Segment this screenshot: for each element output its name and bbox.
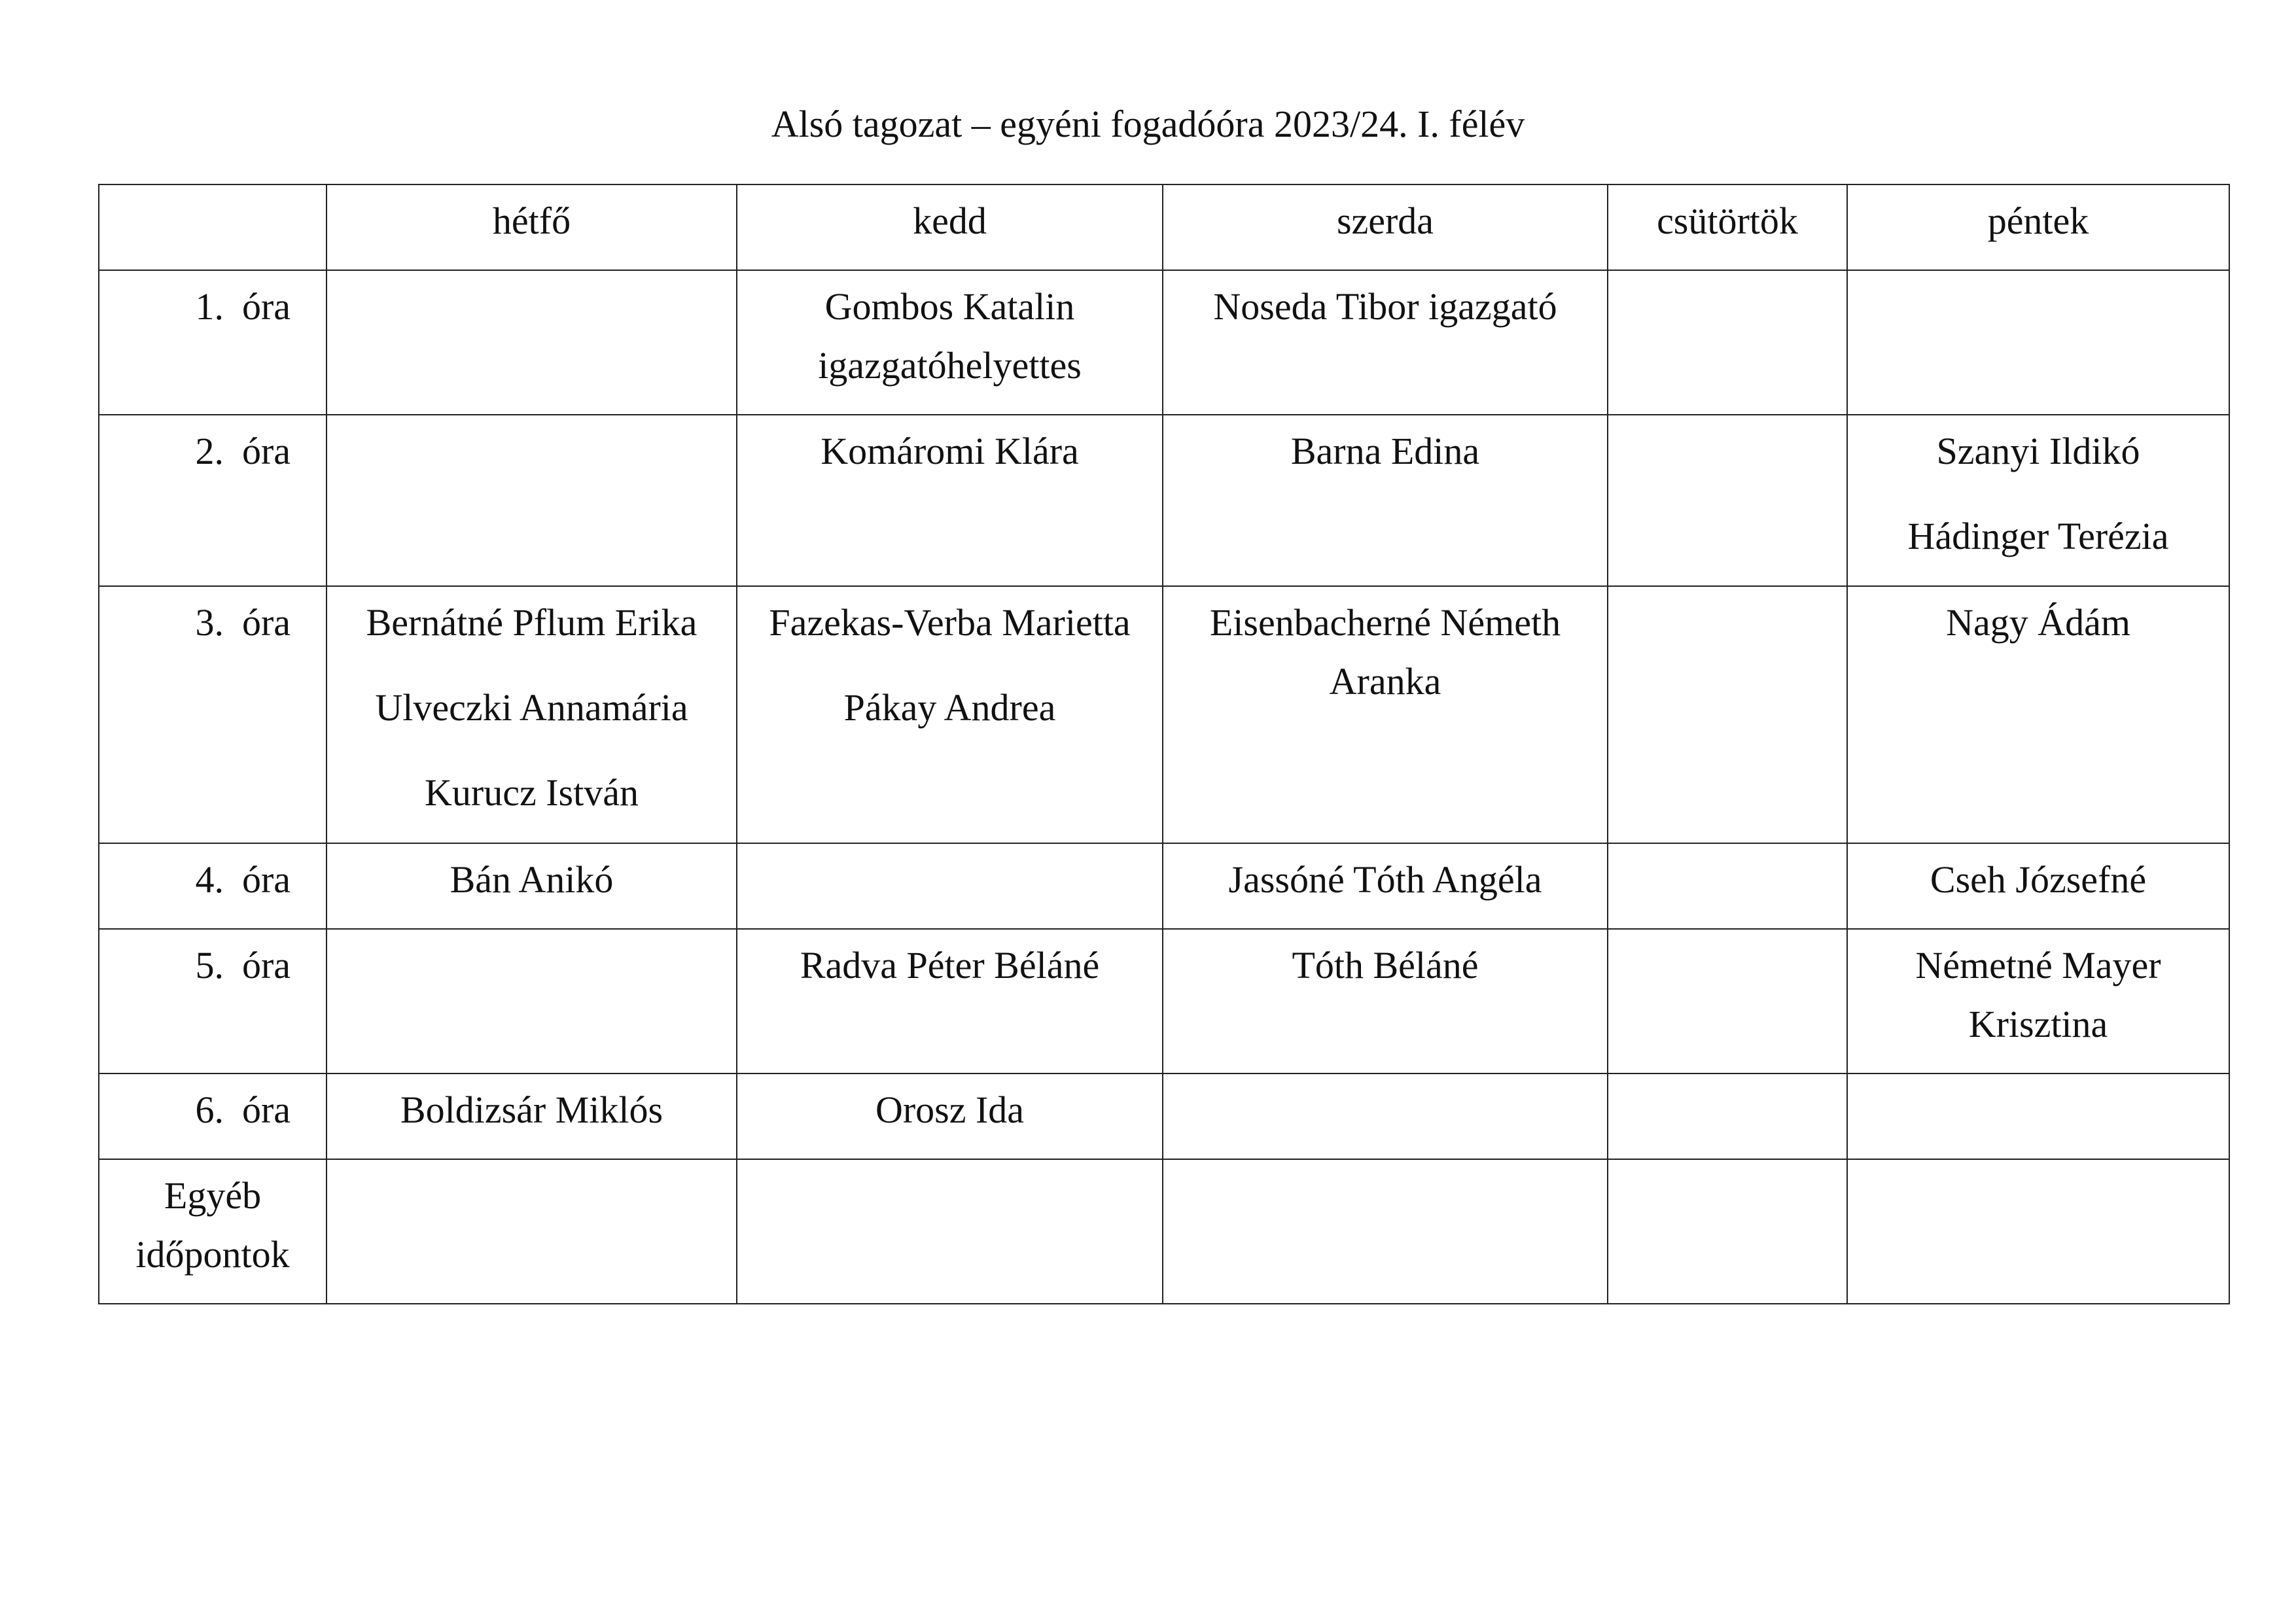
cell-r4-csutortok [1608, 843, 1847, 929]
row-number: 6. [195, 1089, 224, 1131]
day-header-csutortok: csütörtök [1608, 184, 1847, 270]
schedule-table [98, 184, 2230, 1304]
teacher-entry: Németné Mayer Krisztina [1915, 944, 2161, 1045]
cell-other-hetfo [327, 1159, 737, 1304]
teacher-entry: Hádinger Terézia [1907, 515, 2169, 557]
row-unit: óra [241, 1089, 291, 1131]
teacher-entry: Gombos Katalin igazgatóhelyettes [818, 285, 1082, 387]
cell-r5-kedd [737, 929, 1163, 1073]
cell-r3-hetfo [327, 586, 737, 843]
cell-r1-csutortok [1608, 270, 1847, 415]
teacher-entry: Kurucz István [425, 771, 639, 814]
teacher-entry: Bernátné Pflum Erika [366, 601, 698, 644]
teacher-entry: Tóth Béláné [1292, 944, 1479, 986]
cell-r6-csutortok [1608, 1073, 1847, 1159]
day-header-hetfo: hétfő [327, 184, 737, 270]
page-title: Alsó tagozat – egyéni fogadóóra 2023/24. I. félév [771, 103, 1525, 145]
row-number: 3. [195, 601, 224, 644]
header-row [99, 184, 2229, 270]
cell-r6-hetfo [327, 1073, 737, 1159]
teacher-entry: Jassóné Tóth Angéla [1228, 858, 1542, 901]
cell-r2-pentek [1847, 415, 2229, 586]
teacher-entry: Komáromi Klára [821, 430, 1079, 472]
row-unit: óra [241, 285, 291, 328]
cell-r1-pentek [1847, 270, 2229, 415]
table-row [99, 1073, 2229, 1159]
row-unit: óra [241, 601, 291, 644]
row-unit: óra [241, 430, 291, 472]
teacher-entry: Eisenbacherné Németh Aranka [1209, 601, 1561, 703]
table-row [99, 415, 2229, 586]
table-row [99, 929, 2229, 1073]
cell-r4-pentek [1847, 843, 2229, 929]
teacher-entry: Orosz Ida [875, 1089, 1025, 1131]
cell-r6-pentek [1847, 1073, 2229, 1159]
teacher-entry: Szanyi Ildikó [1936, 430, 2140, 472]
row-label-6 [99, 1073, 327, 1159]
day-header-szerda: szerda [1163, 184, 1608, 270]
teacher-entry: Radva Péter Béláné [800, 944, 1100, 986]
row-number: 2. [195, 430, 224, 472]
teacher-entry: Ulveczki Annamária [375, 686, 688, 729]
cell-r2-kedd [737, 415, 1163, 586]
day-header-kedd: kedd [737, 184, 1163, 270]
cell-r1-hetfo [327, 270, 737, 415]
cell-r6-kedd [737, 1073, 1163, 1159]
row-label-2 [99, 415, 327, 586]
table-row [99, 586, 2229, 843]
corner-cell [99, 184, 327, 270]
cell-other-csutortok [1608, 1159, 1847, 1304]
cell-r4-kedd [737, 843, 1163, 929]
cell-other-pentek [1847, 1159, 2229, 1304]
cell-r5-szerda [1163, 929, 1608, 1073]
row-number: 5. [195, 944, 224, 986]
cell-r5-pentek [1847, 929, 2229, 1073]
teacher-entry: Boldizsár Miklós [400, 1089, 663, 1131]
cell-r3-pentek [1847, 586, 2229, 843]
cell-r5-hetfo [327, 929, 737, 1073]
cell-other-szerda [1163, 1159, 1608, 1304]
row-number: 1. [195, 285, 224, 328]
teacher-entry: Noseda Tibor igazgató [1213, 285, 1557, 328]
cell-r6-szerda [1163, 1073, 1608, 1159]
row-label-1 [99, 270, 327, 415]
cell-r4-hetfo [327, 843, 737, 929]
teacher-entry: Nagy Ádám [1946, 601, 2130, 644]
table-row [99, 843, 2229, 929]
cell-r3-kedd [737, 586, 1163, 843]
row-number: 4. [195, 858, 224, 901]
cell-r2-hetfo [327, 415, 737, 586]
row-label-line: Egyéb [164, 1174, 262, 1217]
teacher-entry: Pákay Andrea [843, 686, 1056, 729]
row-unit: óra [241, 858, 291, 901]
teacher-entry: Barna Edina [1290, 430, 1480, 472]
cell-r2-csutortok [1608, 415, 1847, 586]
row-label-other [99, 1159, 327, 1304]
row-label-3 [99, 586, 327, 843]
row-label-5 [99, 929, 327, 1073]
cell-r1-kedd [737, 270, 1163, 415]
cell-r1-szerda [1163, 270, 1608, 415]
cell-r2-szerda [1163, 415, 1608, 586]
table-row [99, 1159, 2229, 1304]
teacher-entry: Fazekas-Verba Marietta [769, 601, 1131, 644]
row-unit: óra [241, 944, 291, 986]
cell-r3-csutortok [1608, 586, 1847, 843]
row-label-line: időpontok [135, 1233, 290, 1276]
cell-r5-csutortok [1608, 929, 1847, 1073]
cell-r4-szerda [1163, 843, 1608, 929]
table-row [99, 270, 2229, 415]
cell-r3-szerda [1163, 586, 1608, 843]
day-header-pentek: péntek [1847, 184, 2229, 270]
teacher-entry: Cseh Józsefné [1930, 858, 2147, 901]
row-label-4 [99, 843, 327, 929]
cell-other-kedd [737, 1159, 1163, 1304]
teacher-entry: Bán Anikó [450, 858, 614, 901]
